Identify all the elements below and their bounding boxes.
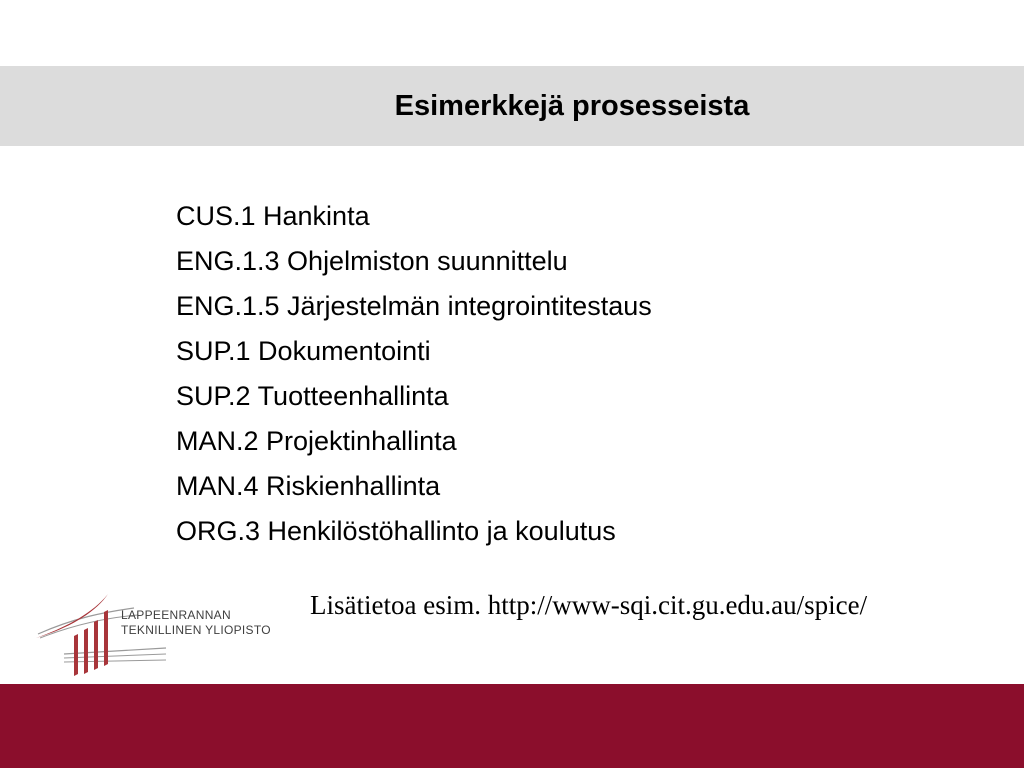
process-item: ORG.3 Henkilöstöhallinto ja koulutus xyxy=(176,516,616,546)
slide-title: Esimerkkejä prosesseista xyxy=(394,90,750,122)
logo-text xyxy=(121,608,271,638)
logo-line-2: TEKNILLINEN YLIOPISTO xyxy=(121,623,271,637)
process-list xyxy=(176,194,652,554)
process-item: MAN.4 Riskienhallinta xyxy=(176,471,441,501)
university-logo xyxy=(34,588,314,680)
process-item: ENG.1.3 Ohjelmiston suunnittelu xyxy=(176,246,568,276)
title-band xyxy=(0,66,1024,146)
process-item: SUP.1 Dokumentointi xyxy=(176,336,431,366)
process-item: MAN.2 Projektinhallinta xyxy=(176,426,457,456)
process-item: CUS.1 Hankinta xyxy=(176,201,370,231)
process-item: ENG.1.5 Järjestelmän integrointitestaus xyxy=(176,291,652,321)
logo-line-1: LAPPEENRANNAN xyxy=(121,608,231,622)
footer-band xyxy=(0,684,1024,768)
process-item: SUP.2 Tuotteenhallinta xyxy=(176,381,449,411)
more-info-text: Lisätietoa esim. http://www-sqi.cit.gu.edu.au/spice/ xyxy=(310,590,868,620)
